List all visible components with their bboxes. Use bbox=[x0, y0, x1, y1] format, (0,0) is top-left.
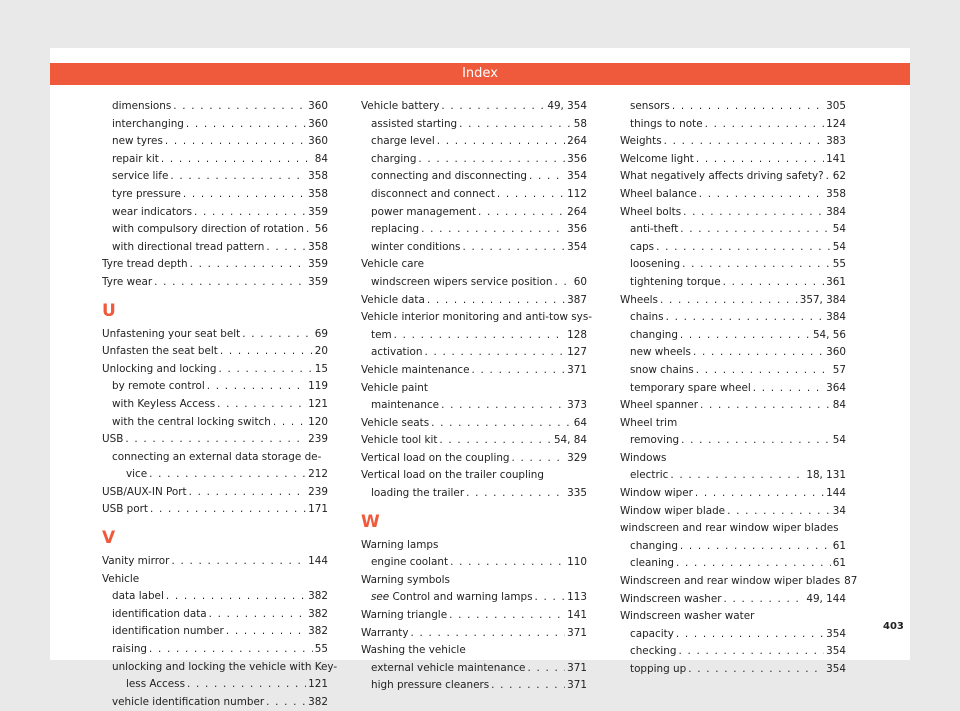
index-entry: see Control and warning lamps . . . 113 bbox=[361, 589, 587, 607]
index-entry: Unfasten the seat belt . . . 20 bbox=[102, 343, 328, 361]
index-entry: Wheel balance . . . 358 bbox=[620, 186, 846, 204]
index-entry: caps . . . 54 bbox=[620, 239, 846, 257]
index-entry: sensors . . . 305 bbox=[620, 98, 846, 116]
index-entry: Vertical load on the coupling . . . 329 bbox=[361, 450, 587, 468]
index-entry: activation . . . 127 bbox=[361, 344, 587, 362]
index-entry: USB/AUX-IN Port . . . 239 bbox=[102, 484, 328, 502]
index-entry: Welcome light . . . 141 bbox=[620, 151, 846, 169]
index-entry: cleaning . . . 61 bbox=[620, 555, 846, 573]
index-column-3 bbox=[620, 98, 858, 679]
index-entry: Vehicle seats . . . 64 bbox=[361, 415, 587, 433]
index-entry: Weights . . . 383 bbox=[620, 133, 846, 151]
index-entry: loosening . . . 55 bbox=[620, 256, 846, 274]
index-entry-text: Vehicle paint bbox=[361, 381, 428, 394]
index-entry-text: Windows bbox=[620, 451, 667, 464]
index-entry-text: unlocking and locking the vehicle with Key- bbox=[112, 660, 338, 673]
index-entry-text: Vehicle interior monitoring and anti-tow sys- bbox=[361, 311, 592, 324]
index-entry: vehicle identification number . . . 382 bbox=[102, 694, 328, 711]
index-entry: new tyres . . . 360 bbox=[102, 133, 328, 151]
index-entry: wear indicators . . . 359 bbox=[102, 204, 328, 222]
index-entry: tem . . . 128 bbox=[361, 327, 587, 345]
index-entry: less Access . . . 121 bbox=[102, 676, 328, 694]
index-entry: charging . . . 356 bbox=[361, 151, 587, 169]
index-entry: Windscreen washer . . . 49, 144 bbox=[620, 591, 846, 609]
index-entry: Warning triangle . . . 141 bbox=[361, 607, 587, 625]
index-entry: Vehicle tool kit . . . 54, 84 bbox=[361, 432, 587, 450]
index-entry: Vehicle data . . . 387 bbox=[361, 292, 587, 310]
section-letter-v: V bbox=[102, 528, 116, 549]
index-entry-text: Warning lamps bbox=[361, 538, 439, 551]
index-entry: repair kit . . . 84 bbox=[102, 151, 328, 169]
index-entry: What negatively affects driving safety? . . . 62 bbox=[620, 168, 846, 186]
index-entry: loading the trailer . . . 335 bbox=[361, 485, 587, 503]
index-entry: assisted starting . . . 58 bbox=[361, 116, 587, 134]
index-entry: dimensions . . . 360 bbox=[102, 98, 328, 116]
index-entry: charge level . . . 264 bbox=[361, 133, 587, 151]
index-entry: USB port . . . 171 bbox=[102, 501, 328, 519]
index-entry: changing . . . 61 bbox=[620, 538, 846, 556]
index-entry: windscreen wipers service position . . . 60 bbox=[361, 274, 587, 292]
index-entry: winter conditions . . . 354 bbox=[361, 239, 587, 257]
index-entry: Unlocking and locking . . . 15 bbox=[102, 361, 328, 379]
index-entry: maintenance . . . 373 bbox=[361, 397, 587, 415]
index-entry: Wheel spanner . . . 84 bbox=[620, 397, 846, 415]
index-entry: Windscreen and rear window wiper blades 87 bbox=[620, 575, 858, 588]
index-entry-text: Wheel trim bbox=[620, 416, 678, 429]
index-entry: anti-theft . . . 54 bbox=[620, 221, 846, 239]
index-entry: checking . . . 354 bbox=[620, 643, 846, 661]
index-entry-text: Windscreen washer water bbox=[620, 610, 755, 623]
index-entry: Window wiper . . . 144 bbox=[620, 485, 846, 503]
index-entry-text: Vehicle bbox=[102, 572, 140, 585]
section-letter-w: W bbox=[361, 511, 380, 532]
index-entry: capacity . . . 354 bbox=[620, 626, 846, 644]
index-entry: Wheel bolts . . . 384 bbox=[620, 204, 846, 222]
index-entry: data label . . . 382 bbox=[102, 588, 328, 606]
index-entry: Warranty . . . 371 bbox=[361, 625, 587, 643]
index-entry: Tyre wear . . . 359 bbox=[102, 274, 328, 292]
index-entry: new wheels . . . 360 bbox=[620, 344, 846, 362]
index-entry: interchanging . . . 360 bbox=[102, 116, 328, 134]
index-entry: Tyre tread depth . . . 359 bbox=[102, 256, 328, 274]
index-entry: power management . . . 264 bbox=[361, 204, 587, 222]
index-entry-text: Washing the vehicle bbox=[361, 644, 466, 657]
index-entry: USB . . . 239 bbox=[102, 431, 328, 449]
index-entry-text: Warning symbols bbox=[361, 573, 450, 586]
page-number: 403 bbox=[883, 621, 904, 632]
index-entry: raising . . . 55 bbox=[102, 641, 328, 659]
index-entry: with Keyless Access . . . 121 bbox=[102, 396, 328, 414]
index-entry: engine coolant . . . 110 bbox=[361, 554, 587, 572]
page-header: Index bbox=[50, 63, 910, 85]
index-entry: tightening torque . . . 361 bbox=[620, 274, 846, 292]
index-entry: identification number . . . 382 bbox=[102, 623, 328, 641]
index-entry-text: Vertical load on the trailer coupling bbox=[361, 469, 544, 482]
see-reference: see bbox=[371, 591, 390, 604]
index-entry: Unfastening your seat belt . . . 69 bbox=[102, 326, 328, 344]
index-entry: removing . . . 54 bbox=[620, 432, 846, 450]
index-entry: chains . . . 384 bbox=[620, 309, 846, 327]
index-entry: vice . . . 212 bbox=[102, 466, 328, 484]
index-entry: tyre pressure . . . 358 bbox=[102, 186, 328, 204]
index-entry: Vehicle maintenance . . . 371 bbox=[361, 362, 587, 380]
index-entry: with compulsory direction of rotation . . . 56 bbox=[102, 221, 328, 239]
section-letter-u: U bbox=[102, 300, 116, 321]
index-entry: disconnect and connect . . . 112 bbox=[361, 186, 587, 204]
index-entry-text: Vehicle care bbox=[361, 258, 424, 271]
index-column-1 bbox=[102, 98, 338, 711]
index-entry: temporary spare wheel . . . 364 bbox=[620, 380, 846, 398]
index-entry: Window wiper blade . . . 34 bbox=[620, 503, 846, 521]
index-column-2 bbox=[361, 98, 592, 695]
index-entry: topping up . . . 354 bbox=[620, 661, 846, 679]
index-entry: high pressure cleaners . . . 371 bbox=[361, 677, 587, 695]
index-entry: changing . . . 54, 56 bbox=[620, 327, 846, 345]
index-entry: electric . . . 18, 131 bbox=[620, 467, 846, 485]
index-entry: connecting and disconnecting . . . 354 bbox=[361, 168, 587, 186]
index-entry: by remote control . . . 119 bbox=[102, 378, 328, 396]
index-entry: identification data . . . 382 bbox=[102, 606, 328, 624]
index-entry: Vehicle battery . . . 49, 354 bbox=[361, 98, 587, 116]
index-entry-text: connecting an external data storage de- bbox=[112, 450, 322, 463]
index-entry: replacing . . . 356 bbox=[361, 221, 587, 239]
index-entry: external vehicle maintenance . . . 371 bbox=[361, 660, 587, 678]
index-entry: Wheels . . . 357, 384 bbox=[620, 292, 846, 310]
index-entry: service life . . . 358 bbox=[102, 168, 328, 186]
index-entry: Vanity mirror . . . 144 bbox=[102, 553, 328, 571]
index-entry: with the central locking switch . . . 120 bbox=[102, 414, 328, 432]
index-entry: with directional tread pattern . . . 358 bbox=[102, 239, 328, 257]
index-entry-text: windscreen and rear window wiper blades bbox=[620, 522, 839, 535]
index-entry: things to note . . . 124 bbox=[620, 116, 846, 134]
index-entry: snow chains . . . 57 bbox=[620, 362, 846, 380]
